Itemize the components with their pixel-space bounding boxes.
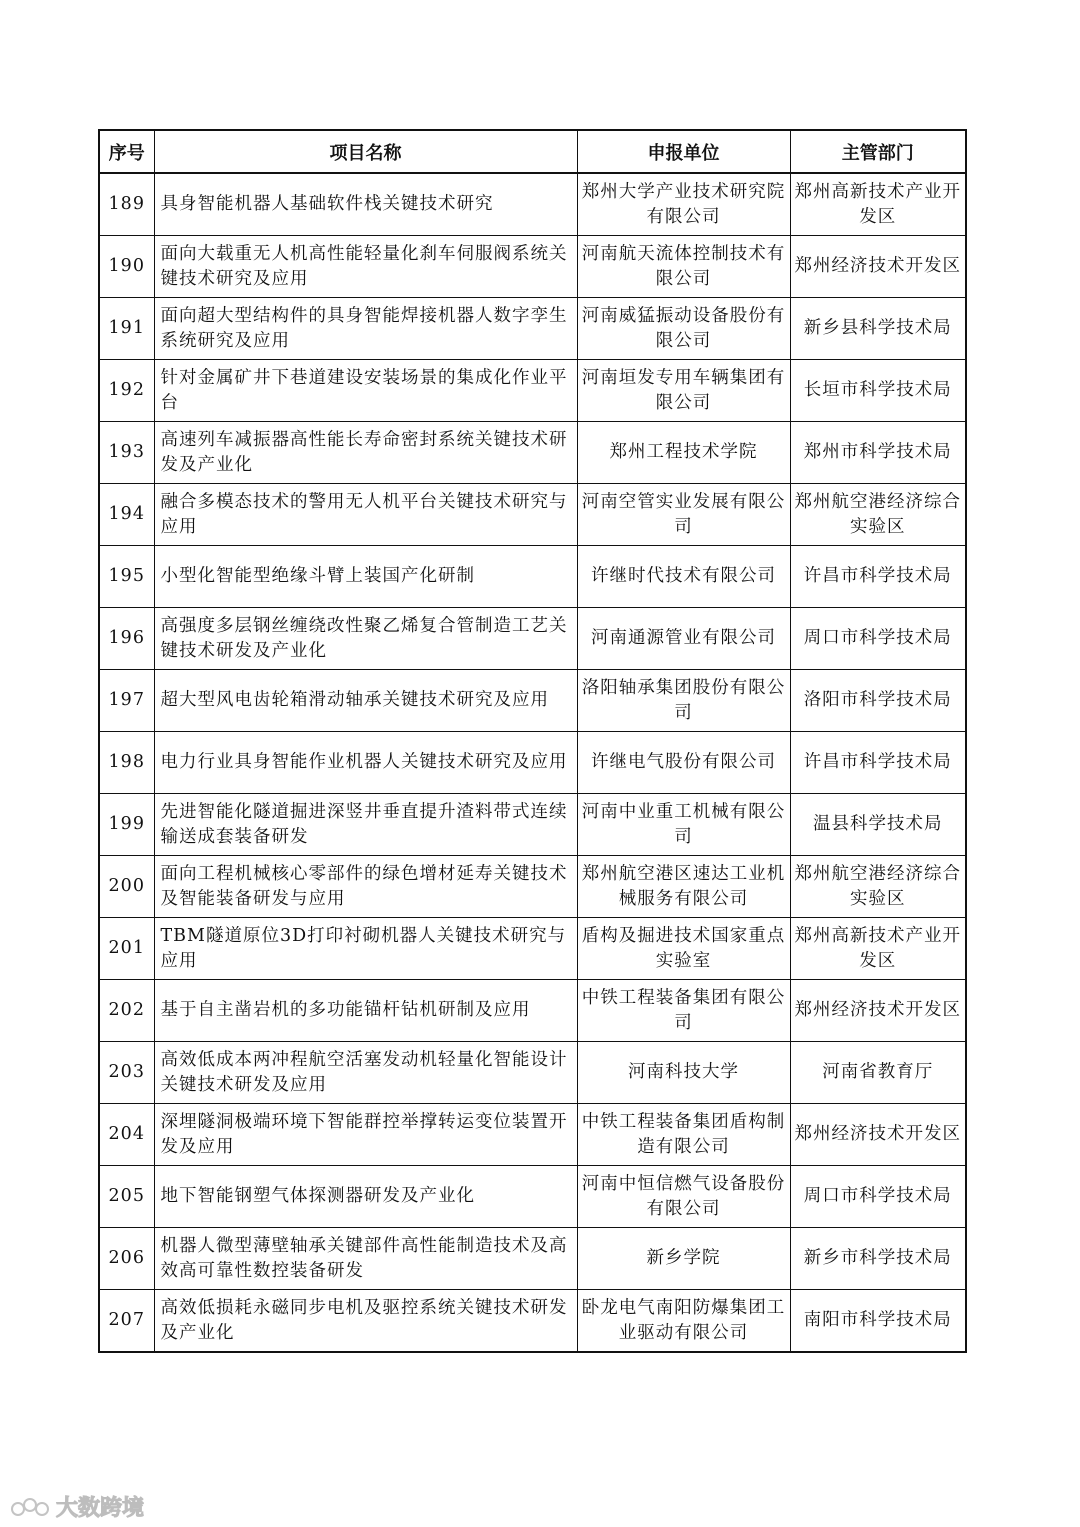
row-applicant: 河南中业重工机械有限公司 <box>577 794 790 856</box>
table-row <box>99 794 966 856</box>
row-project-name: 高速列车减振器高性能长寿命密封系统关键技术研发及产业化 <box>154 422 577 484</box>
table-row <box>99 1166 966 1228</box>
row-project-name: 融合多模态技术的警用无人机平台关键技术研究与应用 <box>154 484 577 546</box>
row-applicant: 新乡学院 <box>577 1228 790 1290</box>
watermark-text: 大数跨境 <box>56 1496 145 1521</box>
row-num: 197 <box>99 670 154 732</box>
row-department: 许昌市科学技术局 <box>790 546 966 608</box>
row-project-name: 面向超大型结构件的具身智能焊接机器人数字孪生系统研究及应用 <box>154 298 577 360</box>
row-department: 长垣市科学技术局 <box>790 360 966 422</box>
table-row <box>99 173 966 236</box>
row-department: 温县科学技术局 <box>790 794 966 856</box>
row-department: 南阳市科学技术局 <box>790 1290 966 1353</box>
row-num: 194 <box>99 484 154 546</box>
row-project-name: 高强度多层钢丝缠绕改性聚乙烯复合管制造工艺关键技术研发及产业化 <box>154 608 577 670</box>
row-department: 河南省教育厅 <box>790 1042 966 1104</box>
row-num: 202 <box>99 980 154 1042</box>
row-num: 198 <box>99 732 154 794</box>
row-department: 郑州经济技术开发区 <box>790 1104 966 1166</box>
row-applicant: 河南中恒信燃气设备股份有限公司 <box>577 1166 790 1228</box>
row-project-name: 电力行业具身智能作业机器人关键技术研究及应用 <box>154 732 577 794</box>
row-project-name: 高效低成本两冲程航空活塞发动机轻量化智能设计关键技术研发及应用 <box>154 1042 577 1104</box>
row-department: 新乡县科学技术局 <box>790 298 966 360</box>
row-project-name: 基于自主凿岩机的多功能锚杆钻机研制及应用 <box>154 980 577 1042</box>
row-num: 200 <box>99 856 154 918</box>
row-department: 郑州市科学技术局 <box>790 422 966 484</box>
row-num: 204 <box>99 1104 154 1166</box>
table-row <box>99 1228 966 1290</box>
row-num: 201 <box>99 918 154 980</box>
table-row <box>99 670 966 732</box>
row-num: 196 <box>99 608 154 670</box>
row-applicant: 卧龙电气南阳防爆集团工业驱动有限公司 <box>577 1290 790 1353</box>
table-row <box>99 1290 966 1353</box>
table-row <box>99 298 966 360</box>
row-project-name: 深埋隧洞极端环境下智能群控举撑转运变位装置开发及应用 <box>154 1104 577 1166</box>
row-department: 周口市科学技术局 <box>790 1166 966 1228</box>
row-num: 191 <box>99 298 154 360</box>
row-num: 190 <box>99 236 154 298</box>
header-num: 序号 <box>99 130 154 173</box>
row-applicant: 郑州工程技术学院 <box>577 422 790 484</box>
row-num: 206 <box>99 1228 154 1290</box>
row-applicant: 中铁工程装备集团盾构制造有限公司 <box>577 1104 790 1166</box>
row-department: 周口市科学技术局 <box>790 608 966 670</box>
row-project-name: 面向工程机械核心零部件的绿色增材延寿关键技术及智能装备研发与应用 <box>154 856 577 918</box>
table-row <box>99 484 966 546</box>
row-num: 195 <box>99 546 154 608</box>
table-row <box>99 546 966 608</box>
row-applicant: 河南航天流体控制技术有限公司 <box>577 236 790 298</box>
row-num: 203 <box>99 1042 154 1104</box>
header-dept: 主管部门 <box>790 130 966 173</box>
row-num: 193 <box>99 422 154 484</box>
table-body <box>99 173 966 1352</box>
row-project-name: 面向大载重无人机高性能轻量化刹车伺服阀系统关键技术研究及应用 <box>154 236 577 298</box>
row-project-name: 具身智能机器人基础软件栈关键技术研究 <box>154 173 577 236</box>
row-num: 199 <box>99 794 154 856</box>
row-applicant: 郑州大学产业技术研究院有限公司 <box>577 173 790 236</box>
row-project-name: TBM隧道原位3D打印衬砌机器人关键技术研究与应用 <box>154 918 577 980</box>
row-applicant: 中铁工程装备集团有限公司 <box>577 980 790 1042</box>
row-project-name: 先进智能化隧道掘进深竖井垂直提升渣料带式连续输送成套装备研发 <box>154 794 577 856</box>
header-unit: 申报单位 <box>577 130 790 173</box>
project-table <box>98 129 967 1353</box>
header-name: 项目名称 <box>154 130 577 173</box>
row-applicant: 洛阳轴承集团股份有限公司 <box>577 670 790 732</box>
table-row <box>99 422 966 484</box>
row-applicant: 河南威猛振动设备股份有限公司 <box>577 298 790 360</box>
row-num: 192 <box>99 360 154 422</box>
row-project-name: 针对金属矿井下巷道建设安装场景的集成化作业平台 <box>154 360 577 422</box>
table-row <box>99 236 966 298</box>
row-applicant: 盾构及掘进技术国家重点实验室 <box>577 918 790 980</box>
row-project-name: 高效低损耗永磁同步电机及驱控系统关键技术研发及产业化 <box>154 1290 577 1353</box>
table-row <box>99 1104 966 1166</box>
row-department: 洛阳市科学技术局 <box>790 670 966 732</box>
row-project-name: 机器人微型薄壁轴承关键部件高性能制造技术及高效高可靠性数控装备研发 <box>154 1228 577 1290</box>
row-department: 郑州经济技术开发区 <box>790 236 966 298</box>
row-department: 郑州高新技术产业开发区 <box>790 173 966 236</box>
row-department: 郑州航空港经济综合实验区 <box>790 484 966 546</box>
table-row <box>99 360 966 422</box>
row-applicant: 河南科技大学 <box>577 1042 790 1104</box>
table-row <box>99 1042 966 1104</box>
row-num: 189 <box>99 173 154 236</box>
row-project-name: 地下智能钢塑气体探测器研发及产业化 <box>154 1166 577 1228</box>
row-applicant: 河南通源管业有限公司 <box>577 608 790 670</box>
table-header-row <box>99 130 966 173</box>
table-row <box>99 732 966 794</box>
row-num: 207 <box>99 1290 154 1353</box>
row-applicant: 许继时代技术有限公司 <box>577 546 790 608</box>
row-department: 郑州高新技术产业开发区 <box>790 918 966 980</box>
row-num: 205 <box>99 1166 154 1228</box>
watermark-logo-icon <box>10 1495 50 1519</box>
row-department: 郑州经济技术开发区 <box>790 980 966 1042</box>
row-project-name: 超大型风电齿轮箱滑动轴承关键技术研究及应用 <box>154 670 577 732</box>
row-department: 郑州航空港经济综合实验区 <box>790 856 966 918</box>
watermark <box>10 1491 144 1522</box>
table-row <box>99 918 966 980</box>
table-row <box>99 608 966 670</box>
row-department: 新乡市科学技术局 <box>790 1228 966 1290</box>
table-row <box>99 980 966 1042</box>
row-project-name: 小型化智能型绝缘斗臂上装国产化研制 <box>154 546 577 608</box>
row-applicant: 许继电气股份有限公司 <box>577 732 790 794</box>
row-applicant: 郑州航空港区速达工业机械服务有限公司 <box>577 856 790 918</box>
row-applicant: 河南垣发专用车辆集团有限公司 <box>577 360 790 422</box>
table-row <box>99 856 966 918</box>
row-applicant: 河南空管实业发展有限公司 <box>577 484 790 546</box>
row-department: 许昌市科学技术局 <box>790 732 966 794</box>
